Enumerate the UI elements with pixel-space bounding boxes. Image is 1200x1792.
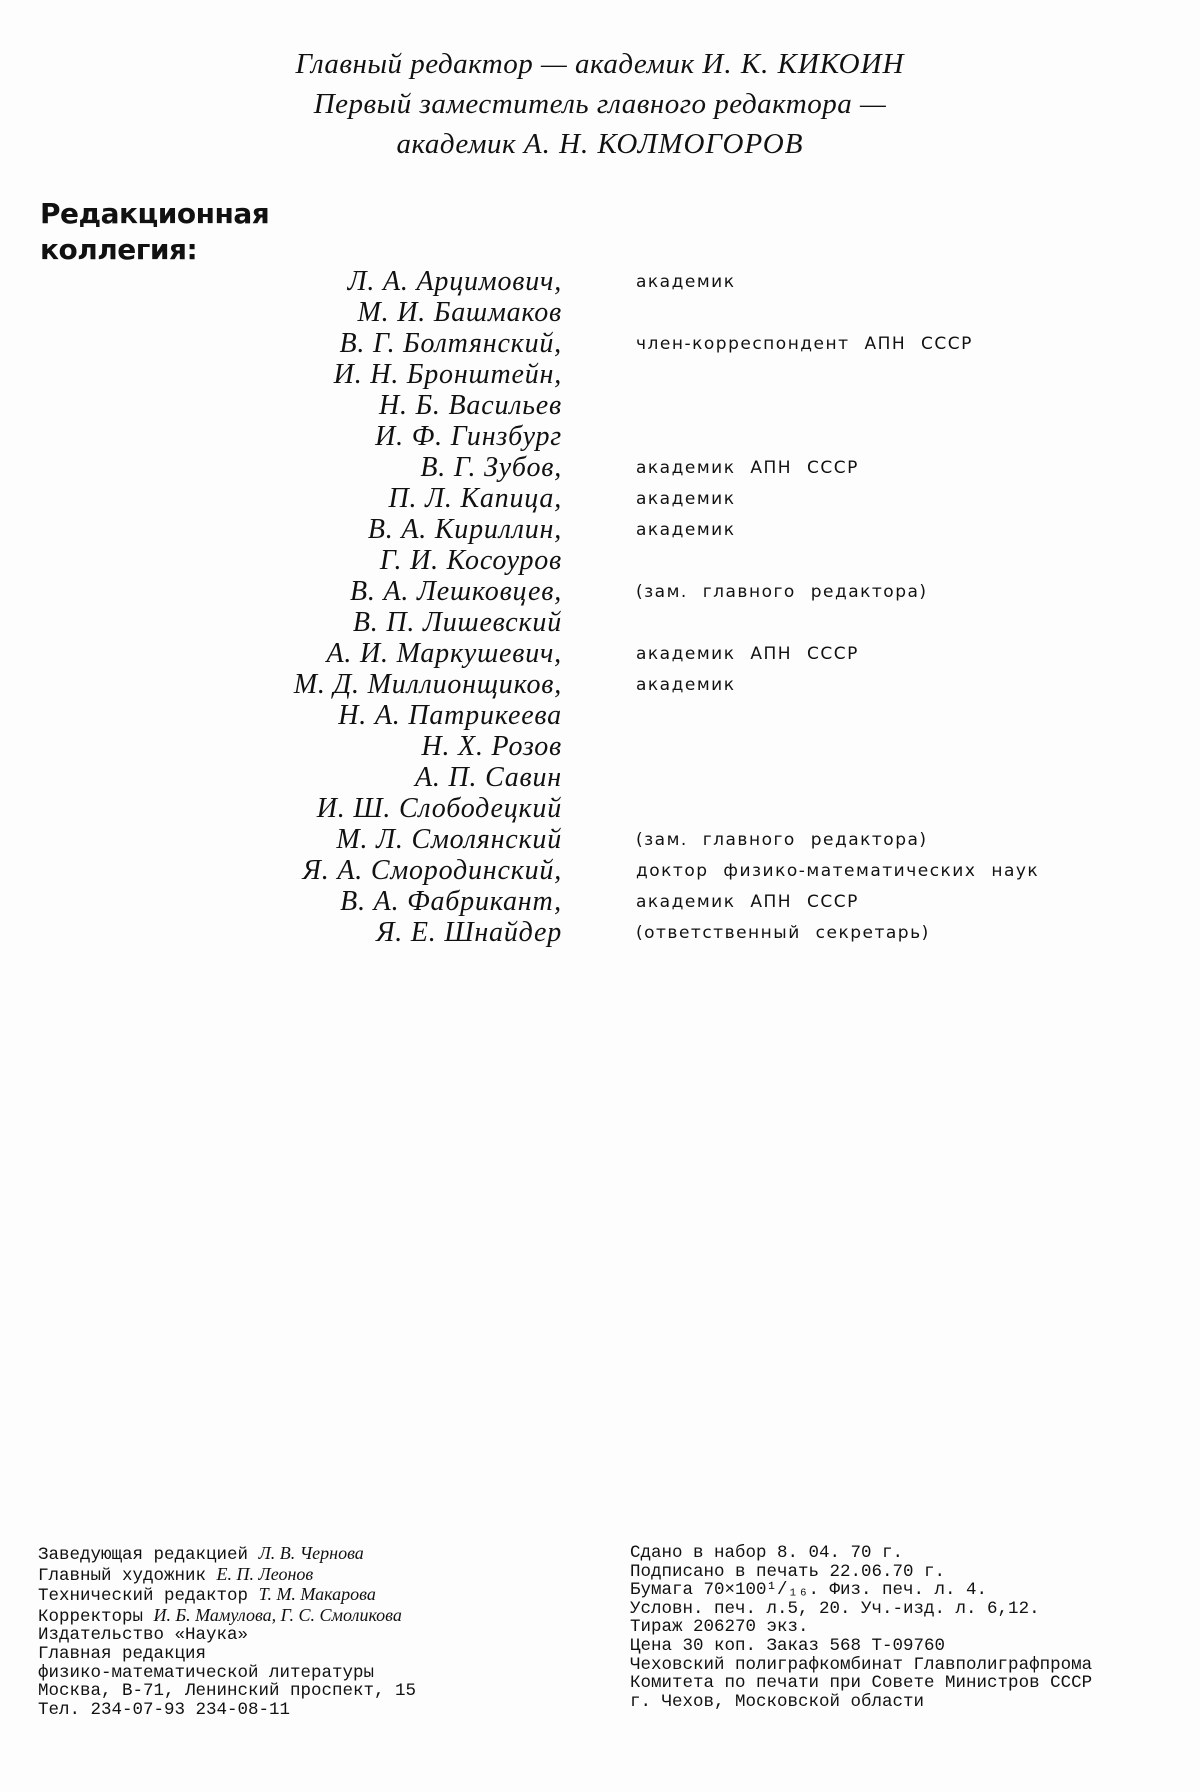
board-member (0, 917, 1200, 948)
first-deputy-name: А. Н. КОЛМОГОРОВ (523, 128, 804, 160)
imprint-row: физико-математической литературы (38, 1662, 375, 1683)
member-name: В. Г. Болтянский, (339, 328, 562, 359)
imprint-credits (38, 1544, 416, 1719)
member-name: А. П. Савин (414, 762, 562, 793)
board-member (0, 886, 1200, 917)
publisher-phone: Тел. 234-07-93 234-08-11 (38, 1699, 291, 1720)
imprint-row: Заведующая редакцией Л. В. Чернова (38, 1543, 364, 1565)
publisher-address: Москва, В-71, Ленинский проспект, 15 (38, 1681, 417, 1702)
imprint-row: Подписано в печать 22.06.70 г. (630, 1561, 946, 1582)
board-member (0, 266, 1200, 297)
board-member (0, 359, 1200, 390)
imprint-row: Бумага 70×100¹/₁₆. Физ. печ. л. 4. (630, 1580, 988, 1601)
member-name: Н. А. Патрикеева (338, 700, 562, 731)
staff-name: Л. В. Чернова (258, 1543, 364, 1563)
board-member (0, 669, 1200, 700)
member-title: член-корреспондент АПН СССР (636, 334, 973, 354)
member-title: доктор физико-математических наук (636, 861, 1040, 881)
board-member (0, 297, 1200, 328)
editorial-board-title: Редакционная коллегия: (40, 197, 270, 266)
member-name: И. Н. Бронштейн, (333, 359, 562, 390)
board-member (0, 483, 1200, 514)
member-title: академик (636, 675, 736, 695)
editor-in-chief-line (0, 44, 1200, 84)
member-name: Н. Б. Васильев (378, 390, 562, 421)
member-name: М. И. Башмаков (357, 297, 562, 328)
printer-name: Чеховский полиграфкомбинат Главполиграфпрома (630, 1654, 1093, 1675)
board-member (0, 762, 1200, 793)
member-title: (зам. главного редактора) (636, 830, 928, 850)
board-member (0, 390, 1200, 421)
member-name: А. И. Маркушевич, (326, 638, 562, 669)
member-title: академик (636, 272, 736, 292)
member-name: Л. А. Арцимович, (347, 266, 562, 297)
member-name: И. Ф. Гинзбург (375, 421, 562, 452)
board-member (0, 421, 1200, 452)
imprint-row: Комитета по печати при Совете Министров СССР (630, 1673, 1093, 1694)
member-name: П. Л. Капица, (388, 483, 562, 514)
member-name: В. А. Лешковцев, (350, 576, 562, 607)
member-name: Н. Х. Розов (421, 731, 562, 762)
member-name: Я. А. Смородинский, (302, 855, 562, 886)
member-title: академик АПН СССР (636, 892, 859, 912)
printer-address: г. Чехов, Московской области (630, 1691, 925, 1712)
first-deputy-line (0, 124, 1200, 164)
board-member (0, 452, 1200, 483)
member-title: академик (636, 489, 736, 509)
member-name: Я. Е. Шнайдер (376, 917, 562, 948)
member-name: В. Г. Зубов, (420, 452, 562, 483)
member-title: академик (636, 520, 736, 540)
member-title: академик АПН СССР (636, 644, 859, 664)
board-member (0, 855, 1200, 886)
editorial-board-list (0, 266, 1200, 948)
imprint-row: Главный художник Е. П. Леонов (38, 1563, 314, 1586)
board-member (0, 638, 1200, 669)
staff-name: И. Б. Мамулова, Г. С. Смоликова (153, 1604, 402, 1625)
imprint-print-details (630, 1544, 1092, 1711)
board-member (0, 576, 1200, 607)
member-title: академик АПН СССР (636, 458, 859, 478)
publisher-name: Издательство «Наука» (38, 1625, 249, 1646)
board-member (0, 731, 1200, 762)
imprint-row: Корректоры И. Б. Мамулова, Г. С. Смоликова (38, 1604, 402, 1627)
member-name: И. Ш. Слободецкий (316, 793, 562, 824)
imprint-row: Сдано в набор 8. 04. 70 г. (630, 1543, 904, 1563)
member-name: М. Л. Смолянский (336, 824, 562, 855)
imprint-row: Технический редактор Т. М. Макарова (38, 1584, 376, 1607)
member-name: М. Д. Миллионщиков, (293, 669, 562, 700)
editor-in-chief-name: И. К. КИКОИН (702, 48, 905, 80)
staff-name: Е. П. Леонов (216, 1563, 314, 1584)
member-name: В. А. Кириллин, (367, 514, 562, 545)
member-name: В. А. Фабрикант, (340, 886, 562, 917)
first-deputy-label: Первый заместитель главного редактора — (313, 88, 887, 120)
imprint-row: Главная редакция (38, 1643, 207, 1664)
board-member (0, 700, 1200, 731)
board-member (0, 328, 1200, 359)
staff-name: Т. М. Макарова (258, 1584, 376, 1605)
masthead (0, 44, 1200, 164)
board-member (0, 514, 1200, 545)
member-title: (ответственный секретарь) (636, 923, 930, 943)
board-member (0, 793, 1200, 824)
imprint-row: Тираж 206270 экз. (630, 1617, 809, 1638)
board-member (0, 607, 1200, 638)
imprint-row: Условн. печ. л.5, 20. Уч.-изд. л. 6,12. (630, 1598, 1040, 1619)
editor-in-chief-label: Главный редактор — академик (295, 48, 695, 80)
board-member (0, 824, 1200, 855)
member-title: (зам. главного редактора) (636, 582, 928, 602)
first-deputy-rank: академик (396, 128, 517, 160)
member-name: В. П. Лишевский (352, 607, 562, 638)
member-name: Г. И. Косоуров (379, 545, 562, 576)
imprint-row: Цена 30 коп. Заказ 568 Т-09760 (630, 1635, 946, 1656)
board-member (0, 545, 1200, 576)
